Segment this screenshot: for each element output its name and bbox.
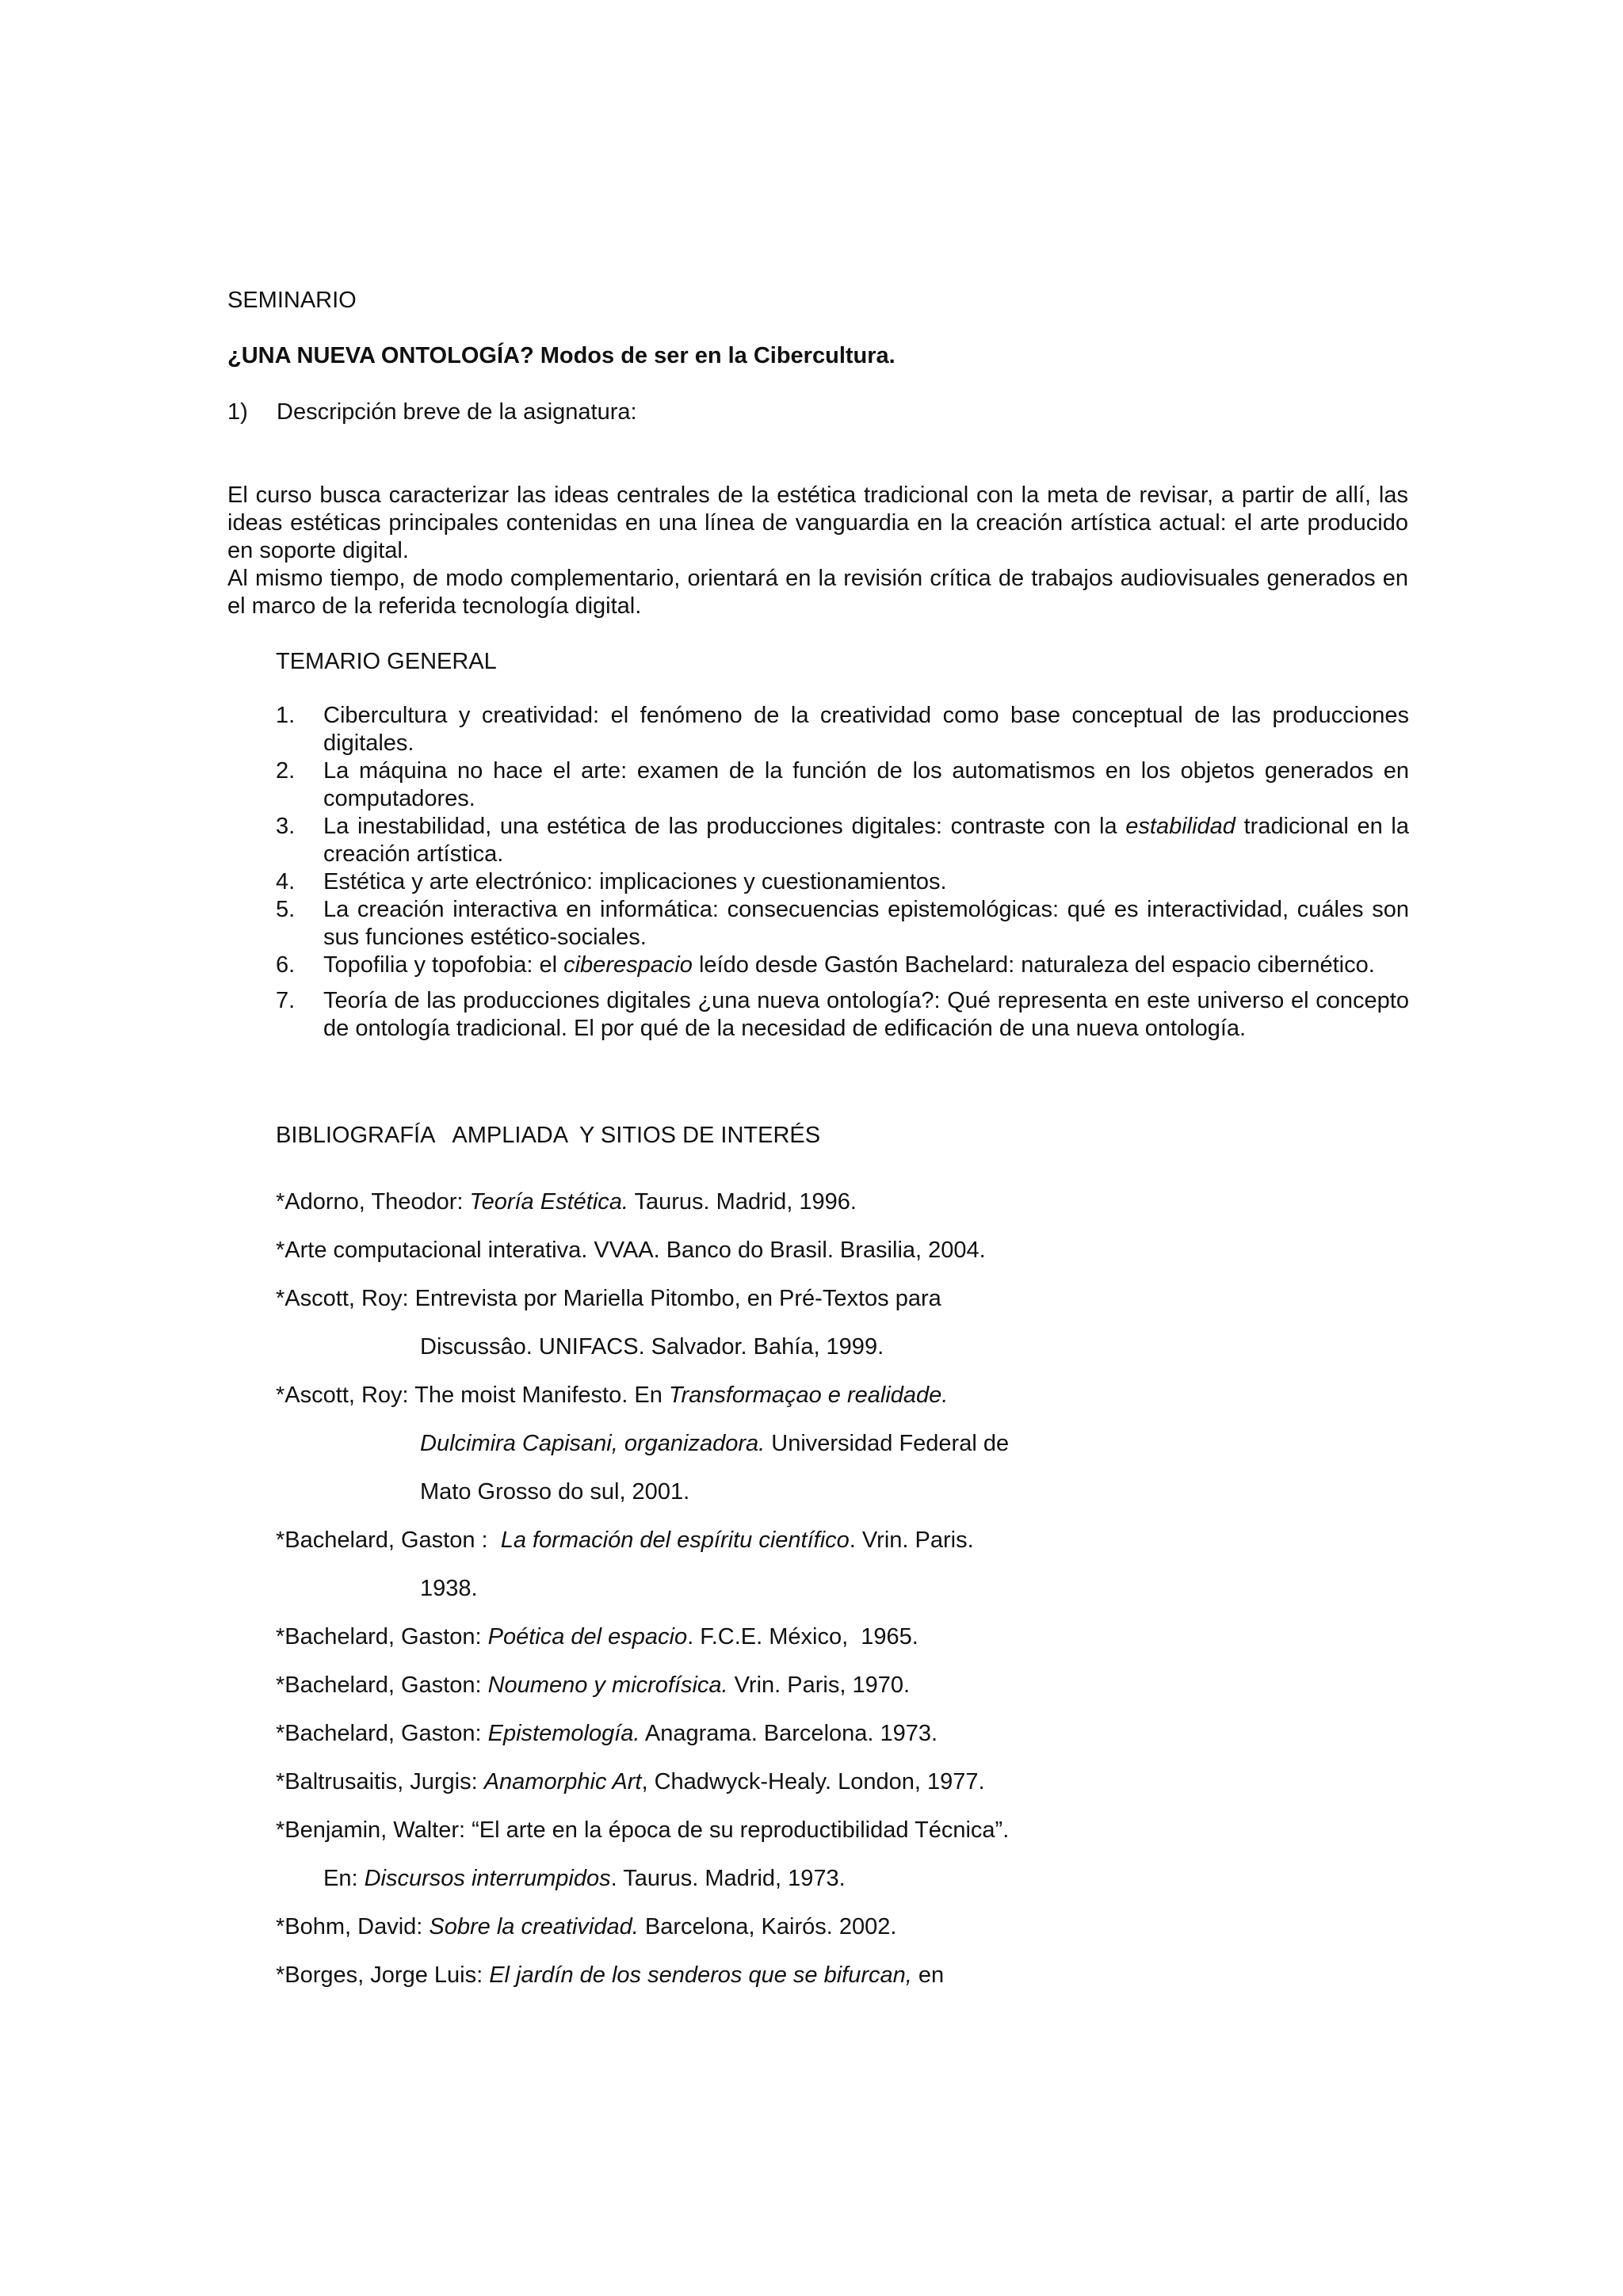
entry-title: El jardín de los senderos que se bifurcan, (489, 1962, 912, 1988)
item-text-emphasis: ciberespacio (563, 952, 693, 978)
entry-text: *Adorno, Theodor: (276, 1189, 470, 1215)
bibliography-entry (276, 1382, 1409, 1430)
item-text (323, 813, 1409, 868)
bibliography-entry-continuation (276, 1333, 1409, 1382)
bibliography-entry-continuation (276, 1865, 1409, 1913)
entry-text: *Arte computacional interativa. VVAA. Banco do Brasil. Brasilia, 2004. (276, 1238, 986, 1263)
item-number: 2. (276, 758, 296, 784)
entry-text: *Bachelard, Gaston: (276, 1624, 488, 1650)
bibliography-entry (276, 1188, 1409, 1237)
entry-text: *Bachelard, Gaston: (276, 1721, 488, 1746)
entry-text: *Baltrusaitis, Jurgis: (276, 1769, 484, 1794)
course-description (227, 482, 1408, 620)
entry-text: *Ascott, Roy: Entrevista por Mariella Pitombo, en Pré-Textos para (276, 1286, 941, 1311)
entry-title: Anamorphic Art (483, 1769, 642, 1794)
item-number: 6. (276, 952, 296, 978)
entry-text: . Taurus. Madrid, 1973. (610, 1866, 846, 1891)
temario-item (276, 757, 1409, 813)
entry-text: *Bachelard, Gaston: (276, 1672, 488, 1698)
section-heading (227, 399, 637, 426)
entry-text: , Chadwyck-Healy. London, 1977. (641, 1769, 985, 1794)
item-text-part: La inestabilidad, una estética de las producciones digitales: contraste con la (323, 814, 1126, 839)
entry-text: *Ascott, Roy: The moist Manifesto. En (276, 1383, 669, 1408)
item-number: 1. (276, 703, 296, 728)
entry-title: Epistemología. (487, 1721, 640, 1746)
bibliography-entry (276, 1672, 1409, 1720)
entry-title: Teoría Estética. (469, 1189, 628, 1215)
entry-text: Universidad Federal de (765, 1431, 1010, 1456)
item-text: La creación interactiva en informática: consecuencias epistemológicas: qué es interactividad, cuáles son sus funciones estético-sociales. (323, 897, 1409, 950)
item-text: Teoría de las producciones digitales ¿una nueva ontología?: Qué representa en este universo el concepto de ontología tradicional. El por qué de la necesidad de edificación de una nueva ontología. (323, 988, 1409, 1041)
section-label: Descripción breve de la asignatura: (277, 399, 637, 425)
bibliography-entry (276, 1527, 1409, 1575)
entry-title: Poética del espacio (487, 1624, 688, 1650)
description-paragraph: Al mismo tiempo, de modo complementario, orientará en la revisión crítica de trabajos audiovisuales generados en el marco de la referida tecnología digital. (227, 566, 1408, 619)
bibliography-entry-continuation (276, 1575, 1409, 1623)
item-text: Cibercultura y creatividad: el fenómeno de la creatividad como base conceptual de las producciones digitales. (323, 703, 1409, 756)
item-text: La máquina no hace el arte: examen de la función de los automatismos en los objetos generados en computadores. (323, 758, 1409, 811)
entry-text: Discussâo. UNIFACS. Salvador. Bahía, 1999. (420, 1334, 884, 1360)
entry-title: Dulcimira Capisani, organizadora. (420, 1431, 766, 1456)
document-title: ¿UNA NUEVA ONTOLOGÍA? Modos de ser en la Cibercultura. (227, 343, 896, 368)
item-text-part: tradicional en la creación artística. (323, 814, 1409, 867)
bibliography-entry (276, 1237, 1409, 1285)
temario-item (276, 896, 1409, 952)
entry-text: . F.C.E. México, 1965. (687, 1624, 918, 1650)
item-text (323, 952, 1409, 979)
entry-title: Discursos interrumpidos (364, 1866, 611, 1891)
entry-text: Barcelona, Kairós. 2002. (638, 1914, 897, 1939)
bibliography-list (276, 1188, 1409, 2010)
bibliography-entry (276, 1768, 1409, 1817)
entry-text: Taurus. Madrid, 1996. (628, 1189, 857, 1215)
item-text-part: Topofilia y topofobia: el (323, 952, 564, 978)
item-number: 4. (276, 869, 296, 894)
entry-text: 1938. (420, 1576, 478, 1601)
item-text-emphasis: estabilidad (1125, 814, 1235, 839)
bibliography-entry (276, 1285, 1409, 1333)
bibliography-entry (276, 1720, 1409, 1768)
entry-text: *Bachelard, Gaston : (276, 1527, 501, 1553)
section-number: 1) (227, 399, 248, 425)
item-number: 3. (276, 814, 296, 839)
entry-text: . Vrin. Paris. (849, 1527, 974, 1553)
temario-heading: TEMARIO GENERAL (276, 649, 497, 674)
entry-text: Vrin. Paris, 1970. (727, 1672, 911, 1698)
temario-item (276, 987, 1409, 1043)
entry-title: Noumeno y microfísica. (487, 1672, 728, 1698)
item-text: Estética y arte electrónico: implicaciones y cuestionamientos. (323, 869, 947, 894)
item-number: 5. (276, 897, 296, 922)
entry-text: *Benjamin, Walter: “El arte en la época de su reproductibilidad Técnica”. (276, 1817, 1010, 1843)
entry-text: *Borges, Jorge Luis: (276, 1962, 490, 1988)
entry-text: Mato Grosso do sul, 2001. (420, 1479, 690, 1505)
temario-item (276, 813, 1409, 868)
item-text-part: leído desde Gastón Bachelard: naturaleza del espacio cibernético. (692, 952, 1375, 978)
bibliography-entry (276, 1817, 1409, 1865)
bibliography-entry (276, 1913, 1409, 1962)
item-number: 7. (276, 988, 296, 1013)
bibliography-entry (276, 1623, 1409, 1672)
description-paragraph: El curso busca caracterizar las ideas centrales de la estética tradicional con la meta de revisar, a partir de allí, las ideas estéticas principales contenidas en una línea de vanguardia en la creación artística actual: el arte producido en soporte digital. (227, 482, 1408, 563)
entry-title: Transformaçao e realidade. (668, 1383, 949, 1408)
entry-text: En: (323, 1866, 365, 1891)
entry-text: Anagrama. Barcelona. 1973. (640, 1721, 938, 1746)
temario-list (276, 702, 1409, 1043)
entry-title: Sobre la creatividad. (429, 1914, 639, 1939)
bibliography-entry (276, 1962, 1409, 2010)
bibliography-entry-continuation (276, 1430, 1409, 1478)
entry-title: La formación del espíritu científico (500, 1527, 850, 1553)
temario-item (276, 702, 1409, 757)
entry-text: *Bohm, David: (276, 1914, 430, 1939)
bibliography-entry-continuation (276, 1478, 1409, 1527)
temario-item (276, 868, 1409, 896)
bibliography-heading: BIBLIOGRAFÍA AMPLIADA Y SITIOS DE INTERÉS (276, 1123, 821, 1148)
seminar-label: SEMINARIO (227, 288, 357, 313)
temario-item (276, 952, 1409, 979)
entry-text: en (911, 1962, 945, 1988)
